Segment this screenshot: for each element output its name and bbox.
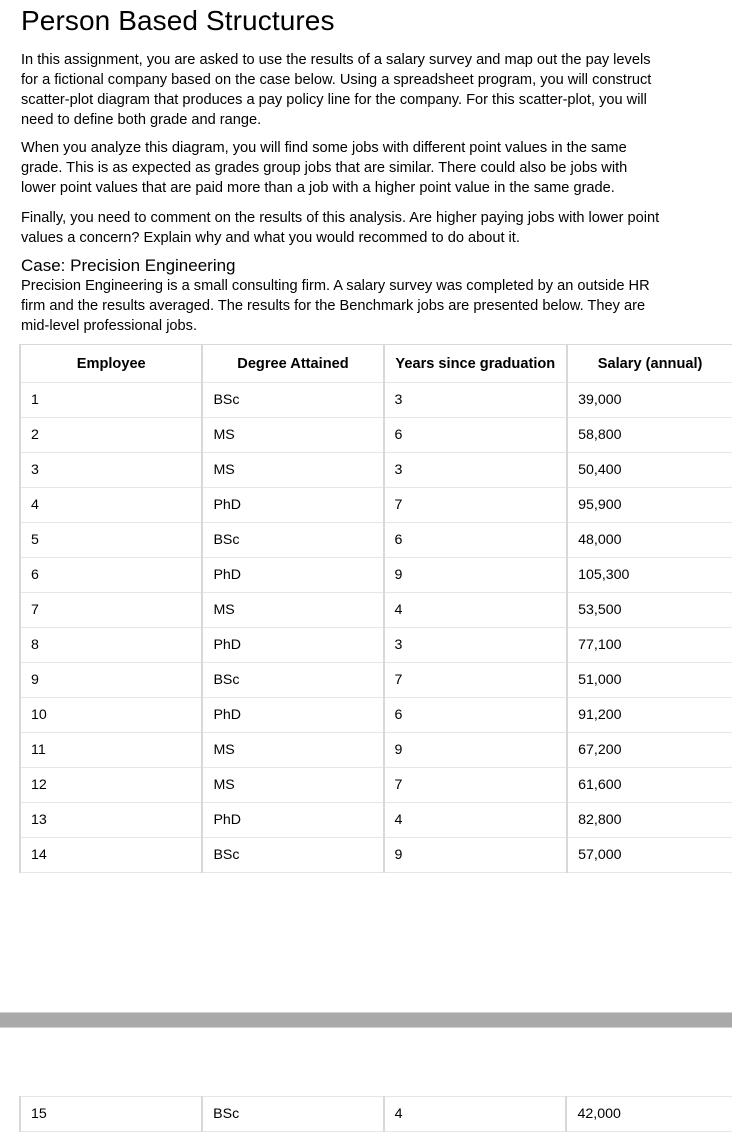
degree-cell: PhD [202,488,383,523]
employee-cell: 11 [20,733,202,768]
employee-cell: 2 [20,418,202,453]
years-cell: 7 [384,768,568,803]
years-cell: 3 [384,628,568,663]
table-row [20,523,732,558]
header-years: Years since graduation [384,345,568,383]
salary-cell: 95,900 [567,488,732,523]
years-cell: 6 [384,698,568,733]
conclusion-paragraph: Finally, you need to comment on the results of this analysis. Are higher paying jobs with lower point values a concern? Explain why and what you would recommed to do about it. [21,210,660,246]
employee-cell: 10 [20,698,202,733]
degree-cell: BSc [202,383,383,418]
degree-cell: MS [202,768,383,803]
case-description: Precision Engineering is a small consulting firm. A salary survey was completed by an outside HR firm and the results averaged. The results for the Benchmark jobs are presented below. They are mid-level professional jobs. [21,278,650,334]
salary-cell: 53,500 [567,593,732,628]
years-cell: 7 [384,488,568,523]
employee-cell: 9 [20,663,202,698]
table-row [20,383,732,418]
page-break-divider [0,1012,732,1028]
degree-cell: MS [202,418,383,453]
intro-paragraph: In this assignment, you are asked to use the results of a salary survey and map out the pay levels for a fictional company based on the case below. Using a spreadsheet program, you will construct scatter-plot diagram that produces a pay policy line for the company. For this scatter-plot, you will need to define both grade and range. [21,52,652,128]
page-title: Person Based Structures [21,5,335,36]
header-degree: Degree Attained [202,345,383,383]
table-row [20,768,732,803]
salary-cell: 48,000 [567,523,732,558]
salary-cell: 42,000 [566,1097,732,1132]
table-row [20,558,732,593]
salary-cell: 50,400 [567,453,732,488]
salary-cell: 67,200 [567,733,732,768]
degree-cell: PhD [202,803,383,838]
table-row [20,628,732,663]
employee-cell: 3 [20,453,202,488]
degree-cell: PhD [202,628,383,663]
years-cell: 3 [384,453,568,488]
table-row [20,1097,732,1132]
salary-table-continued [19,1096,732,1132]
header-salary: Salary (annual) [567,345,732,383]
salary-cell: 105,300 [567,558,732,593]
years-cell: 7 [384,663,568,698]
table-header-row [20,345,732,383]
degree-cell: PhD [202,558,383,593]
table-row [20,698,732,733]
table-row [20,488,732,523]
salary-cell: 91,200 [567,698,732,733]
employee-cell: 5 [20,523,202,558]
salary-cell: 77,100 [567,628,732,663]
table-row [20,803,732,838]
years-cell: 9 [384,733,568,768]
years-cell: 6 [384,418,568,453]
degree-cell: MS [202,593,383,628]
employee-cell: 1 [20,383,202,418]
employee-cell: 4 [20,488,202,523]
employee-cell: 6 [20,558,202,593]
salary-cell: 61,600 [567,768,732,803]
years-cell: 9 [384,558,568,593]
table-row [20,418,732,453]
years-cell: 4 [384,803,568,838]
salary-cell: 51,000 [567,663,732,698]
years-cell: 9 [384,838,568,873]
employee-cell: 7 [20,593,202,628]
years-cell: 6 [384,523,568,558]
salary-table [19,344,732,873]
salary-cell: 82,800 [567,803,732,838]
salary-cell: 57,000 [567,838,732,873]
employee-cell: 15 [20,1097,202,1132]
degree-cell: BSc [202,1097,383,1132]
table-row [20,838,732,873]
analysis-paragraph: When you analyze this diagram, you will find some jobs with different point values in the same grade. This is as expected as grades group jobs that are similar. There could also be jobs with lower point values that are paid more than a job with a higher point value in the same grade. [21,140,628,196]
degree-cell: MS [202,453,383,488]
degree-cell: BSc [202,663,383,698]
case-heading: Case: Precision Engineering [21,256,236,275]
degree-cell: MS [202,733,383,768]
degree-cell: BSc [202,523,383,558]
table-row [20,453,732,488]
table-row [20,663,732,698]
employee-cell: 12 [20,768,202,803]
salary-cell: 39,000 [567,383,732,418]
employee-cell: 14 [20,838,202,873]
employee-cell: 13 [20,803,202,838]
years-cell: 3 [384,383,568,418]
header-employee: Employee [20,345,202,383]
years-cell: 4 [384,1097,567,1132]
years-cell: 4 [384,593,568,628]
table-row [20,593,732,628]
table-row [20,733,732,768]
degree-cell: BSc [202,838,383,873]
degree-cell: PhD [202,698,383,733]
salary-cell: 58,800 [567,418,732,453]
employee-cell: 8 [20,628,202,663]
